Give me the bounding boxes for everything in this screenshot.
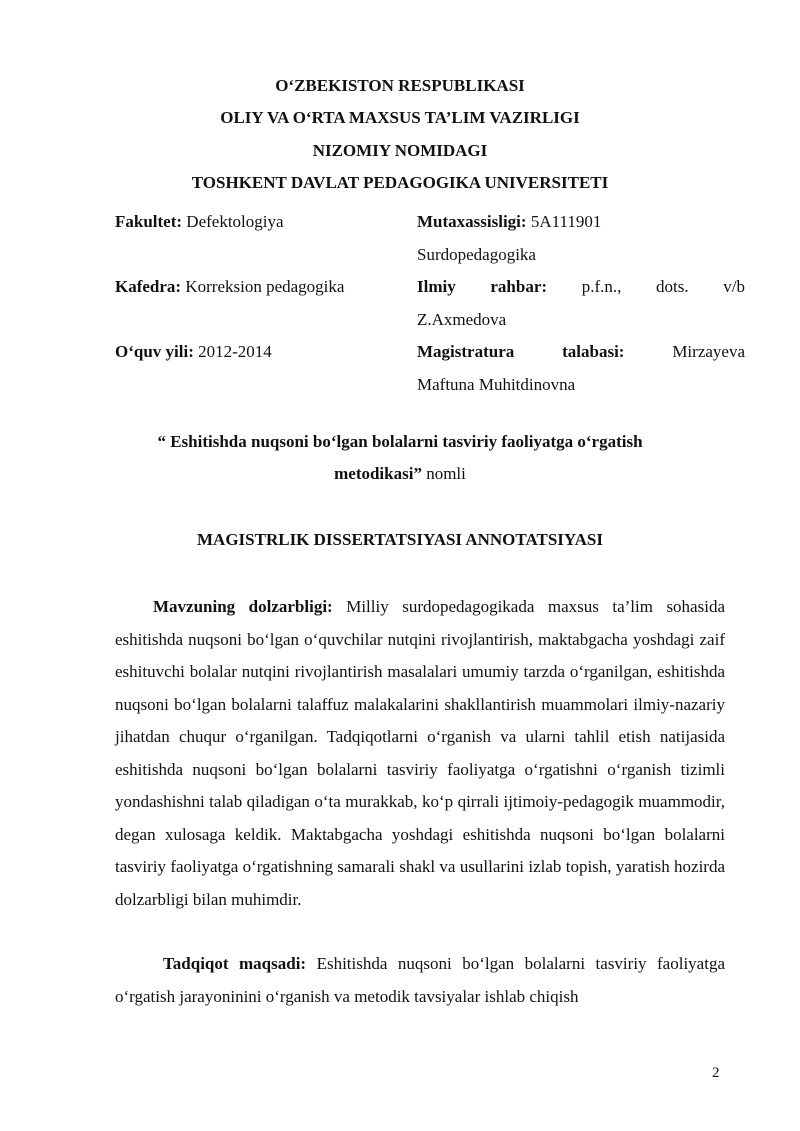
info-row-2: [115, 271, 745, 336]
kafedra-cell: [115, 271, 417, 336]
mutaxassisligi-cell: [417, 206, 745, 271]
rahbar-cell: [417, 271, 745, 336]
header-line-2: OLIY VA O‘RTA MAXSUS TA’LIM VAZIRLIGI: [220, 108, 580, 127]
fakultet-cell: [115, 206, 417, 271]
dissertation-title-line-1: “ Eshitishda nuqsoni bo‘lgan bolalarni tasviriy faoliyatga o‘rgatish: [157, 432, 643, 451]
paragraph-maqsad: [115, 948, 725, 1013]
oquv-cell: [115, 336, 417, 401]
mutaxassisligi-value-2: Surdopedagogika: [417, 244, 536, 264]
paragraph-maqsad-label: Tadqiqot maqsadi:: [163, 954, 307, 973]
kafedra-label: Kafedra:: [115, 277, 182, 296]
page-number: 2: [712, 1065, 720, 1081]
paragraph-dolzarblik-label: Mavzuning dolzarbligi:: [153, 597, 333, 616]
header-line-3: NIZOMIY NOMIDAGI: [312, 141, 488, 160]
header-line-4: TOSHKENT DAVLAT PEDAGOGIKA UNIVERSITETI: [191, 173, 609, 192]
info-row-1: [115, 206, 745, 271]
paragraph-dolzarblik: [115, 591, 725, 916]
rahbar-value-2: Z.Axmedova: [417, 309, 507, 329]
info-row-3: [115, 336, 745, 401]
mutaxassisligi-label: Mutaxassisligi:: [417, 212, 527, 231]
paragraph-maqsad-text: Eshitishda nuqsoni bo‘lgan bolalarni tasviriy faoliyatga o‘rgatish jarayoninini o‘rganish va metodik tavsiyalar ishlab chiqish: [115, 954, 725, 1006]
rahbar-label: Ilmiy rahbar:: [417, 277, 548, 296]
talaba-value-1: Mirzayeva: [672, 342, 745, 361]
paragraph-dolzarblik-text: Milliy surdopedagogikada maxsus ta’lim sohasida eshitishda nuqsoni bo‘lgan o‘quvchilar nutqini rivojlantirish, maktabgacha yoshdagi zaif eshituvchi bolalar nutqini rivojlantirish masalalari umumiy tarzda o‘rganilgan, eshitishda nuqsoni bo‘lgan bolalarni talaffuz malakalarini shakllantirish muammolari ilmiy-nazariy jihatdan chuqur o‘rganilgan. Tadqiqotlarni o‘rganish va ularni tahlil etish natijasida eshitishda nuqsoni bo‘lgan bolalarni tasviriy faoliyatga o‘rgatishni o‘rganish tizimli yondashishni talab qiladigan o‘ta murakkab, ko‘p qirrali ijtimoiy-pedagogik muammodir, degan xulosaga keldik. Maktabgacha yoshdagi eshitishda nuqsoni bo‘lgan bolalarni tasviriy faoliyatga o‘rgatishning samarali shakl va usullarini izlab topish, yaratish hozirda dolzarbligi bilan muhimdir.: [115, 597, 725, 909]
kafedra-value: Korreksion pedagogika: [185, 277, 345, 296]
dissertation-title-line-2: [0, 464, 800, 484]
talaba-label: Magistratura talabasi:: [417, 342, 625, 361]
annotation-heading: MAGISTRLIK DISSERTATSIYASI ANNOTATSIYASI: [197, 530, 603, 549]
oquv-value: 2012-2014: [198, 342, 272, 361]
rahbar-value-1: p.f.n., dots. v/b: [581, 277, 745, 296]
mutaxassisligi-value-1: 5A111901: [530, 212, 602, 231]
info-block: [115, 206, 745, 401]
talaba-cell: [417, 336, 745, 401]
fakultet-value: Defektologiya: [186, 212, 284, 231]
dissertation-title-bold: metodikasi”: [334, 464, 422, 483]
fakultet-label: Fakultet:: [115, 212, 183, 231]
talaba-value-2: Maftuna Muhitdinovna: [417, 374, 576, 394]
oquv-label: O‘quv yili:: [115, 342, 194, 361]
header-line-1: O‘ZBEKISTON RESPUBLIKASI: [275, 76, 525, 95]
dissertation-title-rest: nomli: [421, 464, 466, 483]
